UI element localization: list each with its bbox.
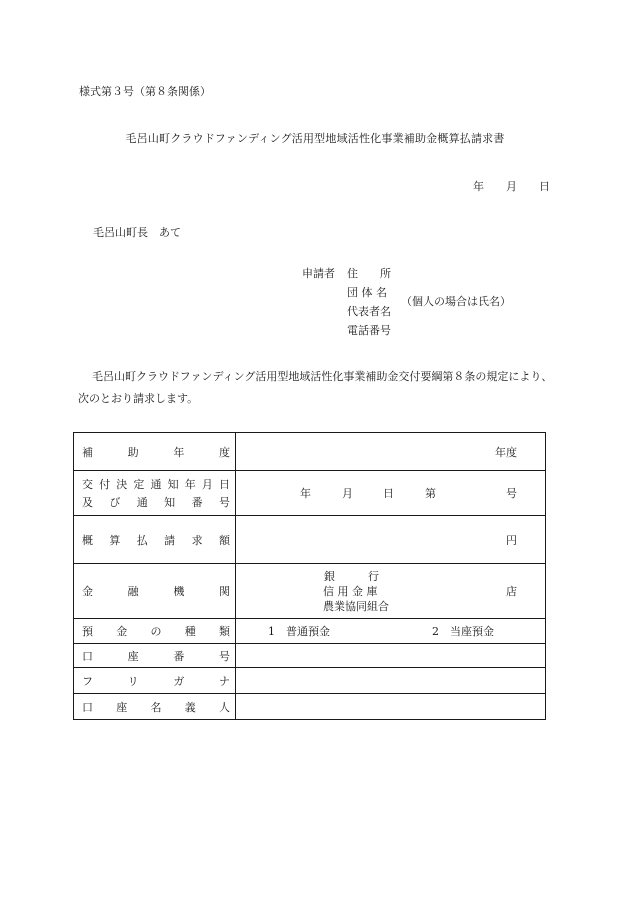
- deposit-type-label: 預 金 の 種 類: [74, 619, 236, 644]
- document-title: 毛呂山町クラウドファンディング活用型地域活性化事業補助金概算払請求書: [125, 132, 505, 145]
- checking-deposit-option[interactable]: 2 当座預金: [432, 625, 494, 638]
- individual-note: （個人の場合は氏名）: [401, 295, 511, 308]
- applicant-label: 申請者: [302, 267, 335, 280]
- furigana-field[interactable]: [236, 668, 546, 694]
- request-table: [73, 432, 546, 720]
- table-row: [74, 471, 546, 516]
- body-text: 毛呂山町クラウドファンディング活用型地域活性化事業補助金交付要綱第８条の規定により、次のとおり請求します。: [78, 370, 553, 405]
- bank-label: 金 融 機 関: [74, 564, 236, 619]
- amount-unit: 円: [506, 533, 517, 547]
- deposit-type-field[interactable]: [236, 619, 546, 644]
- fiscal-year-suffix: 年度: [495, 445, 517, 459]
- notice-month: 月: [342, 487, 353, 500]
- table-row: [74, 564, 546, 619]
- notice-label: 交 付 決 定 通 知 年 月 日 及 び 通 知 番 号: [74, 471, 236, 516]
- table-row: [74, 668, 546, 694]
- branch-suffix: 店: [506, 585, 517, 598]
- credit-union-option: 信 用 金 庫: [323, 585, 378, 598]
- group-name-label: 団 体 名: [347, 286, 387, 299]
- fiscal-year-label: 補 助 年 度: [74, 433, 236, 471]
- agricultural-coop-option: 農業協同組合: [323, 600, 389, 613]
- account-holder-field[interactable]: [236, 694, 546, 720]
- table-row: [74, 644, 546, 668]
- bank-type-options: [323, 569, 389, 614]
- fiscal-year-field[interactable]: [236, 433, 546, 471]
- notice-dai: 第: [425, 487, 436, 500]
- form-number: 様式第３号（第８条関係）: [79, 85, 211, 98]
- table-row: [74, 694, 546, 720]
- notice-day: 日: [383, 487, 394, 500]
- bank-option: 銀 行: [324, 570, 379, 583]
- ordinary-deposit-option[interactable]: 1 普通預金: [268, 625, 330, 638]
- amount-field[interactable]: [236, 516, 546, 564]
- account-number-label: 口 座 番 号: [74, 644, 236, 668]
- addressee: 毛呂山町長 あて: [93, 226, 181, 239]
- date-line: 年 月 日: [473, 180, 550, 193]
- furigana-label: フ リ ガ ナ: [74, 668, 236, 694]
- notice-go: 号: [506, 487, 517, 500]
- account-holder-label: 口 座 名 義 人: [74, 694, 236, 720]
- address-label: 住 所: [347, 267, 391, 280]
- table-row: [74, 619, 546, 644]
- bank-field[interactable]: [236, 564, 546, 619]
- representative-label: 代表者名: [347, 305, 391, 318]
- account-number-field[interactable]: [236, 644, 546, 668]
- notice-year: 年: [300, 487, 311, 500]
- phone-label: 電話番号: [347, 324, 391, 337]
- table-row: [74, 516, 546, 564]
- amount-label: 概 算 払 請 求 額: [74, 516, 236, 564]
- notice-field[interactable]: [236, 471, 546, 516]
- table-row: [74, 433, 546, 471]
